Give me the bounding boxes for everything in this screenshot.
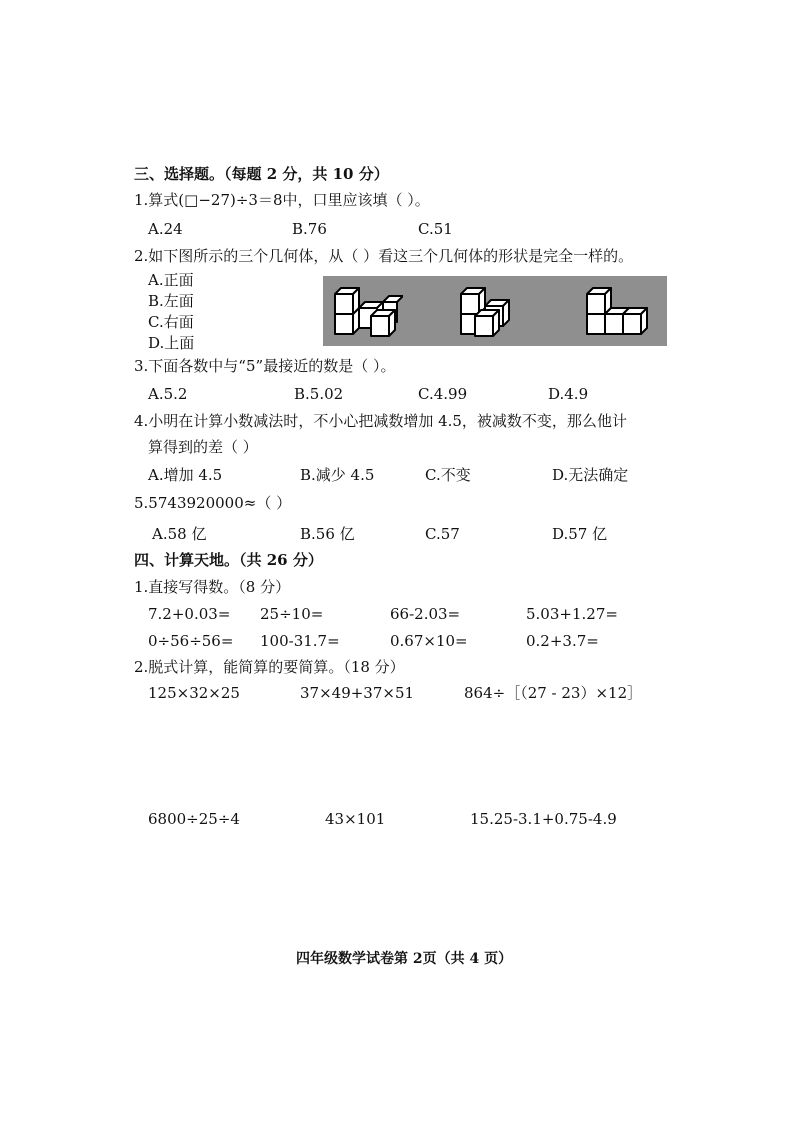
question-1-text: 1.算式(□−27)÷3＝8中，口里应该填（ ）。 — [134, 191, 430, 209]
step-calc-1: 125×32×25 — [148, 684, 240, 702]
q5-option-c: C.57 — [425, 525, 460, 543]
part1-title: 1.直接写得数。（8 分） — [134, 578, 291, 596]
geometric-solids-figure — [323, 276, 667, 346]
q2-option-a: A.正面 — [148, 271, 194, 289]
page-footer: 四年级数学试卷第 2页（共 4 页） — [296, 951, 513, 967]
q4-option-d: D.无法确定 — [552, 466, 629, 484]
step-calc-4: 6800÷25÷4 — [148, 810, 240, 828]
question-4-line2: 算得到的差（ ） — [148, 438, 258, 456]
q4-option-b: B.减少 4.5 — [300, 466, 375, 484]
q2-option-d: D.上面 — [148, 334, 195, 352]
q3-option-c: C.4.99 — [418, 385, 468, 403]
q3-option-b: B.5.02 — [294, 385, 344, 403]
oral-calc-6: 100-31.7= — [260, 632, 340, 650]
oral-calc-7: 0.67×10= — [390, 632, 468, 650]
oral-calc-4: 5.03+1.27= — [526, 605, 618, 623]
question-2-text: 2.如下图所示的三个几何体，从（ ）看这三个几何体的形状是完全一样的。 — [134, 247, 634, 265]
q1-option-c: C.51 — [418, 220, 453, 238]
solid-1 — [331, 284, 403, 340]
q1-option-b: B.76 — [292, 220, 327, 238]
section4-title: 四、计算天地。（共 26 分） — [134, 551, 323, 569]
part2-title: 2.脱式计算，能简算的要简算。（18 分） — [134, 658, 405, 676]
step-calc-5: 43×101 — [325, 810, 386, 828]
oral-calc-5: 0÷56÷56= — [148, 632, 234, 650]
q4-option-a: A.增加 4.5 — [148, 466, 223, 484]
q3-option-d: D.4.9 — [548, 385, 589, 403]
q5-option-b: B.56 亿 — [300, 525, 355, 543]
oral-calc-1: 7.2+0.03= — [148, 605, 231, 623]
question-3-text: 3.下面各数中与“5”最接近的数是（ ）。 — [134, 357, 396, 375]
q3-option-a: A.5.2 — [148, 385, 188, 403]
solid-2 — [457, 284, 523, 340]
q2-option-b: B.左面 — [148, 292, 194, 310]
step-calc-2: 37×49+37×51 — [300, 684, 415, 702]
section3-title: 三、选择题。（每题 2 分，共 10 分） — [134, 165, 389, 183]
step-calc-6: 15.25-3.1+0.75-4.9 — [470, 810, 617, 828]
oral-calc-2: 25÷10= — [260, 605, 324, 623]
solid-3 — [583, 284, 655, 340]
q5-option-d: D.57 亿 — [552, 525, 608, 543]
oral-calc-8: 0.2+3.7= — [526, 632, 599, 650]
oral-calc-3: 66-2.03= — [390, 605, 461, 623]
q4-option-c: C.不变 — [425, 466, 471, 484]
q5-option-a: A.58 亿 — [152, 525, 207, 543]
question-4-line1: 4.小明在计算小数减法时，不小心把减数增加 4.5，被减数不变，那么他计 — [134, 412, 627, 430]
question-5-text: 5.5743920000≈（ ） — [134, 494, 292, 512]
q1-option-a: A.24 — [148, 220, 183, 238]
q2-option-c: C.右面 — [148, 313, 194, 331]
step-calc-3: 864÷［（27 - 23）×12］ — [464, 684, 643, 702]
